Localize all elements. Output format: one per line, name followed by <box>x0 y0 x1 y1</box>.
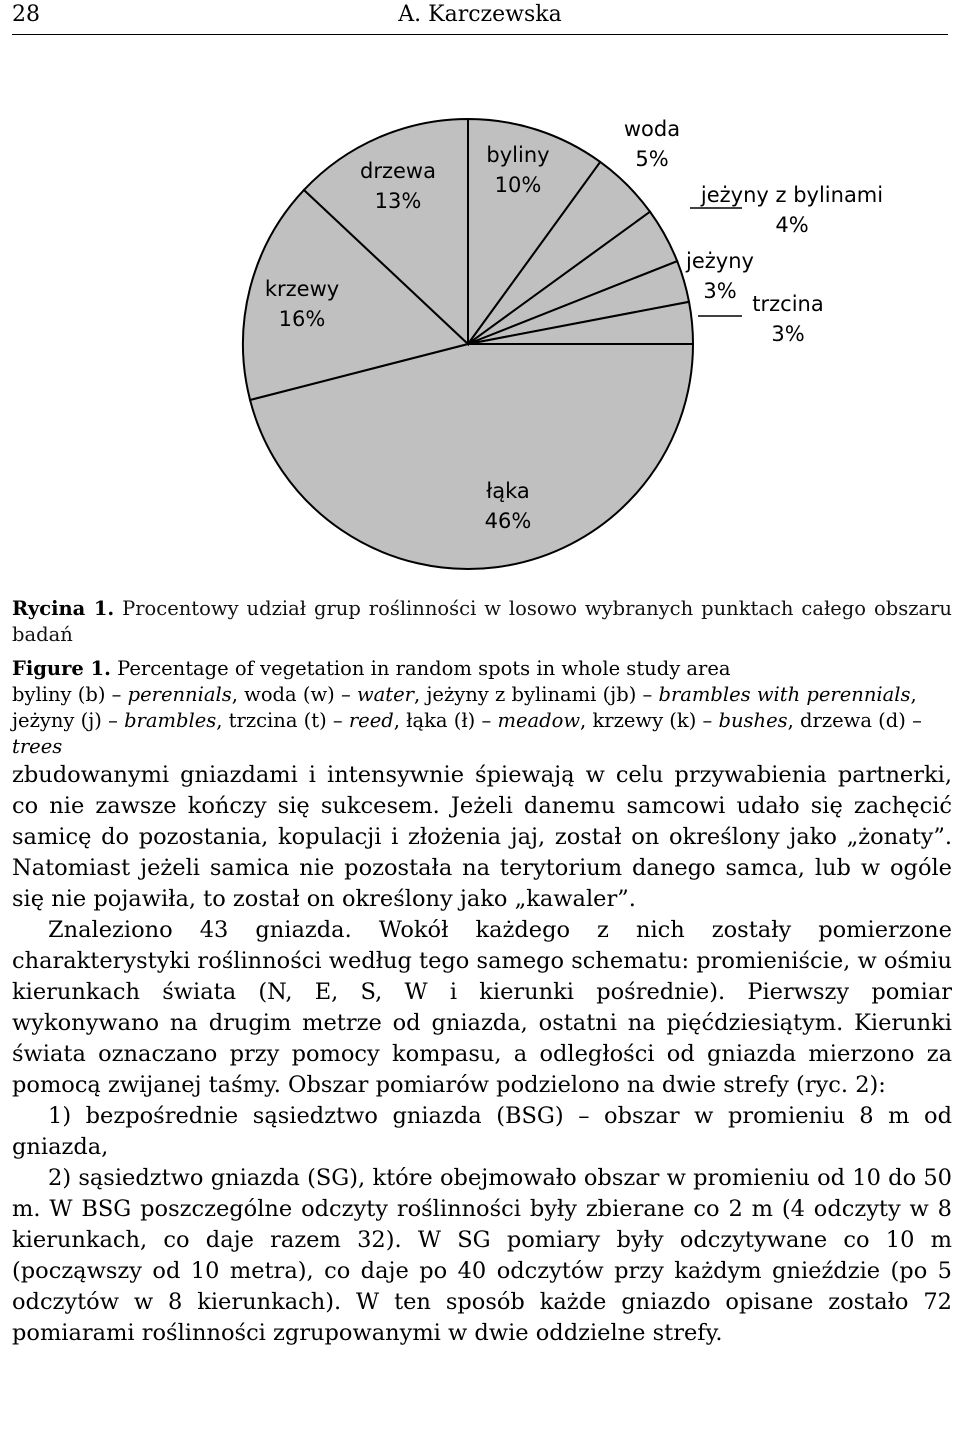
pie-chart <box>0 40 960 580</box>
legend-term-en: brambles with perennials <box>658 683 911 706</box>
slice-percent: 4% <box>775 213 809 237</box>
caption-legend: byliny (b) – perennials, woda (w) – water, jeżyny z bylinami (jb) – brambles with perennials, jeżyny (j) – brambles, trzcina (t) – reed, łąka (ł) – meadow, krzewy (k) – bushes, drzewa (d) – trees <box>12 683 922 758</box>
body-text <box>12 760 952 1349</box>
legend-term-pl: byliny (b) <box>12 683 106 706</box>
page-header <box>12 0 948 30</box>
paragraph: 2) sąsiedztwo gniazda (SG), które obejmowało obszar w promieniu od 10 do 50 m. W BSG poszczególne odczyty roślinności były zbierane co 2 m (4 odczyty w 8 kierunkach, co daje razem 32). W SG pomiary były odczytywane co 10 m (począwszy od 10 metra), co daje po 40 odczytów przy każdym gnieździe (po 5 odczytów w 8 kierunkach). W ten sposób każde gniazdo opisane zostało 72 pomiarami roślinności zgrupowanymi w dwie oddzielne strefy. <box>12 1165 952 1346</box>
slice-percent: 13% <box>374 189 422 213</box>
paragraph: 1) bezpośrednie sąsiedztwo gniazda (BSG) – obszar w promieniu 8 m od gniazda, <box>12 1103 952 1160</box>
slice-label: trzcina <box>752 292 824 316</box>
caption-text-pl: Procentowy udział grup roślinności w losowo wybranych punktach całego obszaru badań <box>12 597 952 646</box>
legend-term-pl: drzewa (d) <box>800 709 906 732</box>
legend-term-en: reed <box>348 709 394 732</box>
slice-percent: 5% <box>635 147 669 171</box>
legend-term-en: brambles <box>124 709 217 732</box>
legend-term-pl: jeżyny (j) <box>12 709 102 732</box>
figure-caption-polish <box>12 596 952 648</box>
slice-label: łąka <box>486 479 530 503</box>
slice-percent: 3% <box>771 322 805 346</box>
legend-term-en: bushes <box>718 709 788 732</box>
legend-term-pl: jeżyny z bylinami (jb) <box>426 683 637 706</box>
legend-term-pl: łąka (ł) <box>406 709 476 732</box>
caption-label-pl: Rycina 1. <box>12 597 115 620</box>
slice-label: woda <box>623 117 681 141</box>
slice-percent: 10% <box>494 173 542 197</box>
paragraph: zbudowanymi gniazdami i intensywnie śpiewają w celu przywabienia partnerki, co nie zawsze kończy się sukcesem. Jeżeli danemu samcowi udało się zachęcić samicę do pozostania, kopulacji i złożenia jaj, został on określony jako „żonaty”. Natomiast jeżeli samica nie pozostała na terytorium danego samca, lub w ogóle się nie pojawiła, to został on określony jako „kawaler”. <box>12 762 952 912</box>
legend-term-en: meadow <box>497 709 581 732</box>
slice-label: drzewa <box>360 159 436 183</box>
header-rule <box>12 34 948 35</box>
slice-label: krzewy <box>264 277 340 301</box>
legend-term-pl: woda (w) <box>244 683 335 706</box>
legend-term-pl: trzcina (t) <box>228 709 327 732</box>
legend-term-en: water <box>356 683 414 706</box>
caption-label-en: Figure 1. <box>12 657 111 680</box>
slice-percent: 16% <box>278 307 326 331</box>
paragraph: Znaleziono 43 gniazda. Wokół każdego z nich zostały pomierzone charakterystyki roślinności według tego samego schematu: promieniście, w ośmiu kierunkach świata (N, E, S, W i kierunki pośrednie). Pierwszy pomiar wykonywano na drugim metrze od gniazda, ostatni na pięćdziesiątym. Kierunki świata oznaczano przy pomocy kompasu, a odległości od gniazda mierzono za pomocą zwijanej taśmy. Obszar pomiarów podzielono na dwie strefy (ryc. 2): <box>12 917 952 1098</box>
page-number: 28 <box>12 2 40 27</box>
slice-label: jeżyny z bylinami <box>700 183 884 207</box>
slice-label: jeżyny <box>686 249 754 273</box>
slice-label: byliny <box>486 143 550 167</box>
legend-term-en: trees <box>12 735 63 758</box>
running-head-author: A. Karczewska <box>398 2 562 27</box>
caption-text-en: Percentage of vegetation in random spots in whole study area <box>117 657 731 680</box>
figure-caption-english <box>12 656 952 760</box>
slice-percent: 3% <box>703 279 737 303</box>
legend-term-pl: krzewy (k) <box>592 709 697 732</box>
legend-term-en: perennials <box>127 683 232 706</box>
slice-percent: 46% <box>484 509 532 533</box>
